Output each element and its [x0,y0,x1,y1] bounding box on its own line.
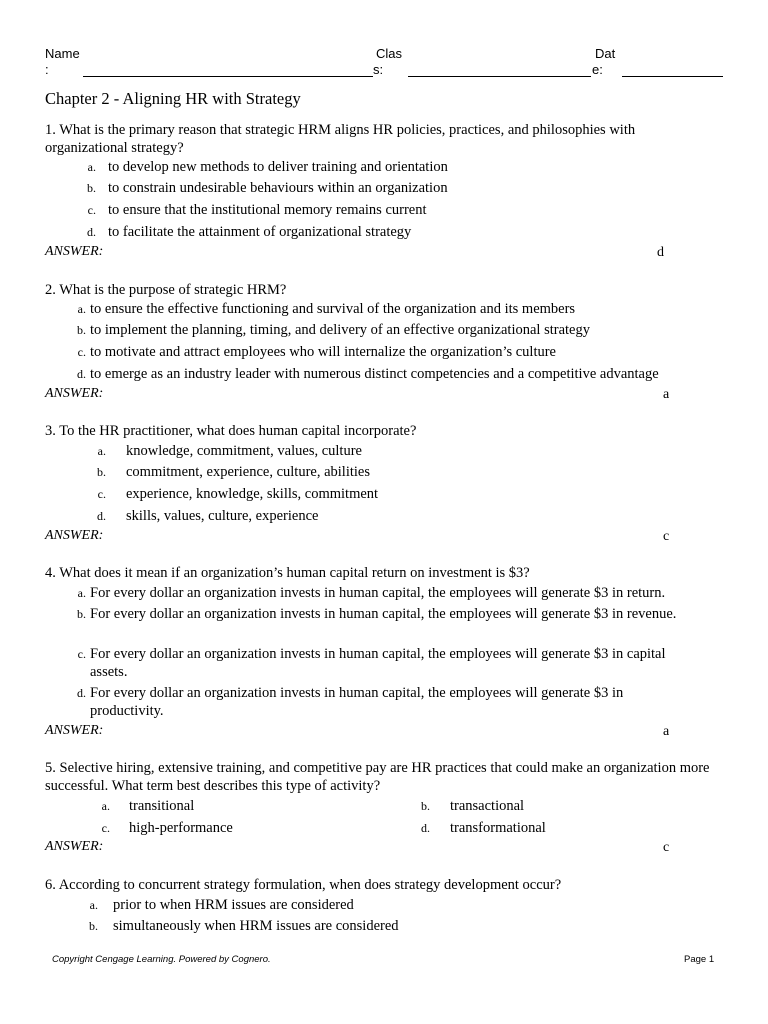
question-number: 2. [45,282,56,298]
option-text[interactable]: simultaneously when HRM issues are considered [113,918,399,934]
option-text[interactable]: For every dollar an organization invests in human capital, the employees will generate $3 in productivity. [90,685,624,719]
answer-label: ANSWER: [45,839,104,854]
option-letter: b. [77,607,86,621]
option-letter: a. [77,302,86,316]
option-text[interactable]: to motivate and attract employees who will internalize the organization’s culture [90,344,556,360]
option-letter: c. [97,487,106,501]
option-text[interactable]: transformational [450,820,546,836]
option-letter: a. [89,898,98,912]
option-letter: b. [77,323,86,337]
question-text: According to concurrent strategy formulation, when does strategy development occur? [58,877,562,893]
class-line[interactable] [408,76,591,77]
question-text: What is the primary reason that strategic HRM aligns HR policies, practices, and philosophies with organizational strategy? [45,122,636,156]
answer-value: c [663,840,670,855]
option-text[interactable]: knowledge, commitment, values, culture [126,443,362,459]
option-text[interactable]: to ensure the effective functioning and survival of the organization and its members [90,301,576,317]
option-letter: c. [77,345,86,359]
option-letter: b. [421,799,430,813]
question-number: 1. [45,122,56,138]
option-letter: b. [89,919,98,933]
option-text[interactable]: experience, knowledge, skills, commitment [126,486,379,502]
option-text[interactable]: For every dollar an organization invests in human capital, the employees will generate $3 in capital assets. [90,646,666,680]
option-letter: a. [87,160,96,174]
option-text[interactable]: transitional [129,798,195,814]
option-text[interactable]: high-performance [129,820,233,836]
answer-value: c [663,529,670,544]
option-letter: a. [77,586,86,600]
option-letter: b. [97,465,106,479]
answer-value: d [657,245,664,260]
date-line[interactable] [622,76,723,77]
option-text[interactable]: commitment, experience, culture, abilities [126,464,370,480]
page-title: Chapter 2 - Aligning HR with Strategy [45,89,301,108]
footer-copyright: Copyright Cengage Learning. Powered by Cognero. [52,954,271,965]
answer-label: ANSWER: [45,244,104,259]
option-text[interactable]: to emerge as an industry leader with numerous distinct competencies and a competitive advantage [90,366,659,382]
question-number: 4. [45,565,56,581]
date-label-suffix: e: [592,62,603,77]
option-text[interactable]: to constrain undesirable behaviours within an organization [108,180,448,196]
option-letter: d. [97,509,106,523]
option-letter: d. [77,686,86,700]
answer-label: ANSWER: [45,386,104,401]
answer-label: ANSWER: [45,528,104,543]
option-letter: a. [101,799,110,813]
footer-page-number: Page 1 [684,954,715,965]
option-text[interactable]: skills, values, culture, experience [126,508,319,524]
option-letter: c. [87,203,96,217]
question-text: To the HR practitioner, what does human capital incorporate? [59,423,417,439]
answer-value: a [663,724,670,739]
question-number: 6. [45,877,56,893]
question-number: 5. [45,760,56,776]
answer-label: ANSWER: [45,723,104,738]
option-text[interactable]: transactional [450,798,525,814]
option-text[interactable]: prior to when HRM issues are considered [113,897,354,913]
option-letter: c. [101,821,110,835]
option-letter: d. [87,225,96,239]
question-number: 3. [45,423,56,439]
option-text[interactable]: For every dollar an organization invests in human capital, the employees will generate $3 in revenue. [90,606,677,622]
option-text[interactable]: For every dollar an organization invests in human capital, the employees will generate $3 in return. [90,585,666,601]
question-text: Selective hiring, extensive training, and competitive pay are HR practices that could make an organization more successful. What term best describes this type of activity? [45,760,710,794]
question-text: What is the purpose of strategic HRM? [59,282,287,298]
option-text[interactable]: to implement the planning, timing, and delivery of an effective organizational strategy [90,322,590,338]
option-letter: b. [87,181,96,195]
name-label: Name [45,46,80,61]
option-letter: c. [77,647,86,661]
date-label: Dat [595,46,616,61]
option-letter: d. [77,367,86,381]
class-label: Clas [376,46,403,61]
question-text: What does it mean if an organization’s human capital return on investment is $3? [59,565,530,581]
option-letter: d. [421,821,430,835]
answer-value: a [663,387,670,402]
option-letter: a. [97,444,106,458]
option-text[interactable]: to ensure that the institutional memory remains current [108,202,427,218]
class-label-suffix: s: [373,62,384,77]
name-line[interactable] [83,76,373,77]
name-label-colon: : [45,62,49,77]
option-text[interactable]: to develop new methods to deliver training and orientation [108,159,448,175]
option-text[interactable]: to facilitate the attainment of organizational strategy [108,224,412,240]
